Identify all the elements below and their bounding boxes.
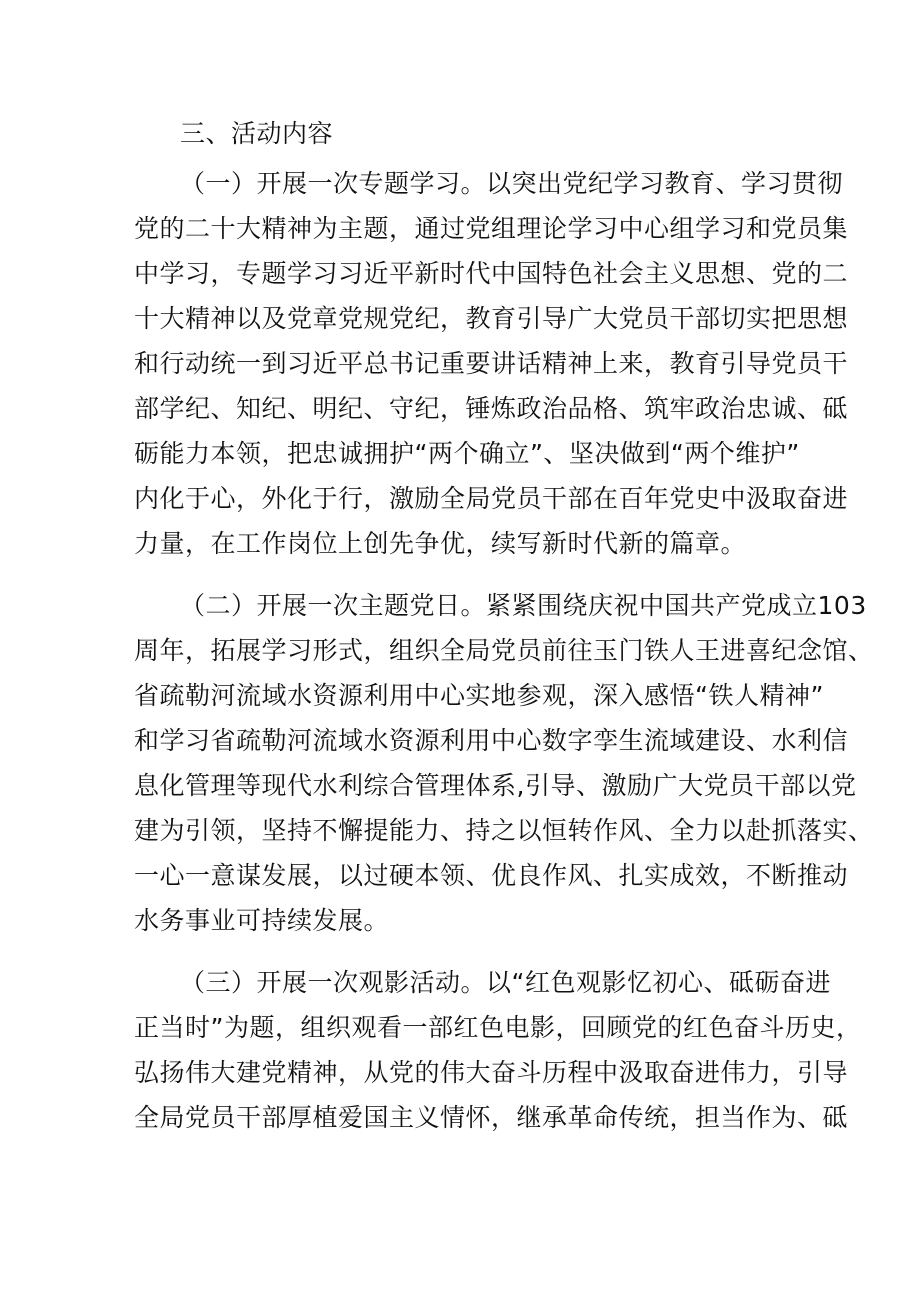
paragraph-3-line-4: 全局党员干部厚植爱国主义情怀，继承革命传统，担当作为、砥 — [134, 1103, 849, 1132]
paragraph-3-line-2: 正当时”为题，组织观看一部红色电影，回顾党的红色奋斗历史， — [134, 1013, 862, 1042]
paragraph-1-line-5: 和行动统一到习近平总书记重要讲话精神上来，教育引导党员干 — [134, 349, 849, 378]
section-heading: 三、活动内容 — [180, 119, 334, 148]
paragraph-2-line-3: 省疏勒河流域水资源利用中心实地参观，深入感悟“铁人精神” — [134, 681, 824, 710]
paragraph-1-line-4: 十大精神以及党章党规党纪，教育引导广大党员干部切实把思想 — [134, 304, 849, 333]
paragraph-2-line-2: 周年，拓展学习形式，组织全局党员前往玉门铁人王进喜纪念馆、 — [134, 636, 874, 665]
paragraph-1-line-6: 部学纪、知纪、明纪、守纪，锤炼政治品格、筑牢政治忠诚、砥 — [134, 394, 849, 423]
paragraph-3-line-3: 弘扬伟大建党精神，从党的伟大奋斗历程中汲取奋进伟力，引导 — [134, 1058, 849, 1087]
paragraph-2-line-5: 息化管理等现代水利综合管理体系,引导、激励广大党员干部以党 — [134, 771, 857, 800]
paragraph-1-line-1: （一）开展一次专题学习。以突出党纪学习教育、学习贯彻 — [180, 169, 844, 198]
paragraph-1-line-8: 内化于心，外化于行，激励全局党员干部在百年党史中汲取奋进 — [134, 484, 849, 513]
paragraph-1-line-7: 砺能力本领，把忠诚拥护“两个确立”、坚决做到“两个维护” — [134, 439, 800, 468]
paragraph-2-line-7: 一心一意谋发展，以过硬本领、优良作风、扎实成效，不断推动 — [134, 861, 849, 890]
paragraph-2-line-6: 建为引领，坚持不懈提能力、持之以恒转作风、全力以赴抓落实、 — [134, 816, 874, 845]
paragraph-1-line-3: 中学习，专题学习习近平新时代中国特色社会主义思想、党的二 — [134, 259, 849, 288]
paragraph-1-line-2: 党的二十大精神为主题，通过党组理论学习中心组学习和党员集 — [134, 214, 849, 243]
paragraph-2-line-8: 水务事业可持续发展。 — [134, 906, 390, 935]
paragraph-2-line-4: 和学习省疏勒河流域水资源利用中心数字孪生流域建设、水利信 — [134, 726, 849, 755]
paragraph-3-line-1: （三）开展一次观影活动。以“红色观影忆初心、砥砺奋进 — [180, 968, 831, 997]
paragraph-1-line-9: 力量，在工作岗位上创先争优，续写新时代新的篇章。 — [134, 529, 747, 558]
paragraph-2-line-1: （二）开展一次主题党日。紧紧围绕庆祝中国共产党成立103 — [180, 591, 867, 620]
